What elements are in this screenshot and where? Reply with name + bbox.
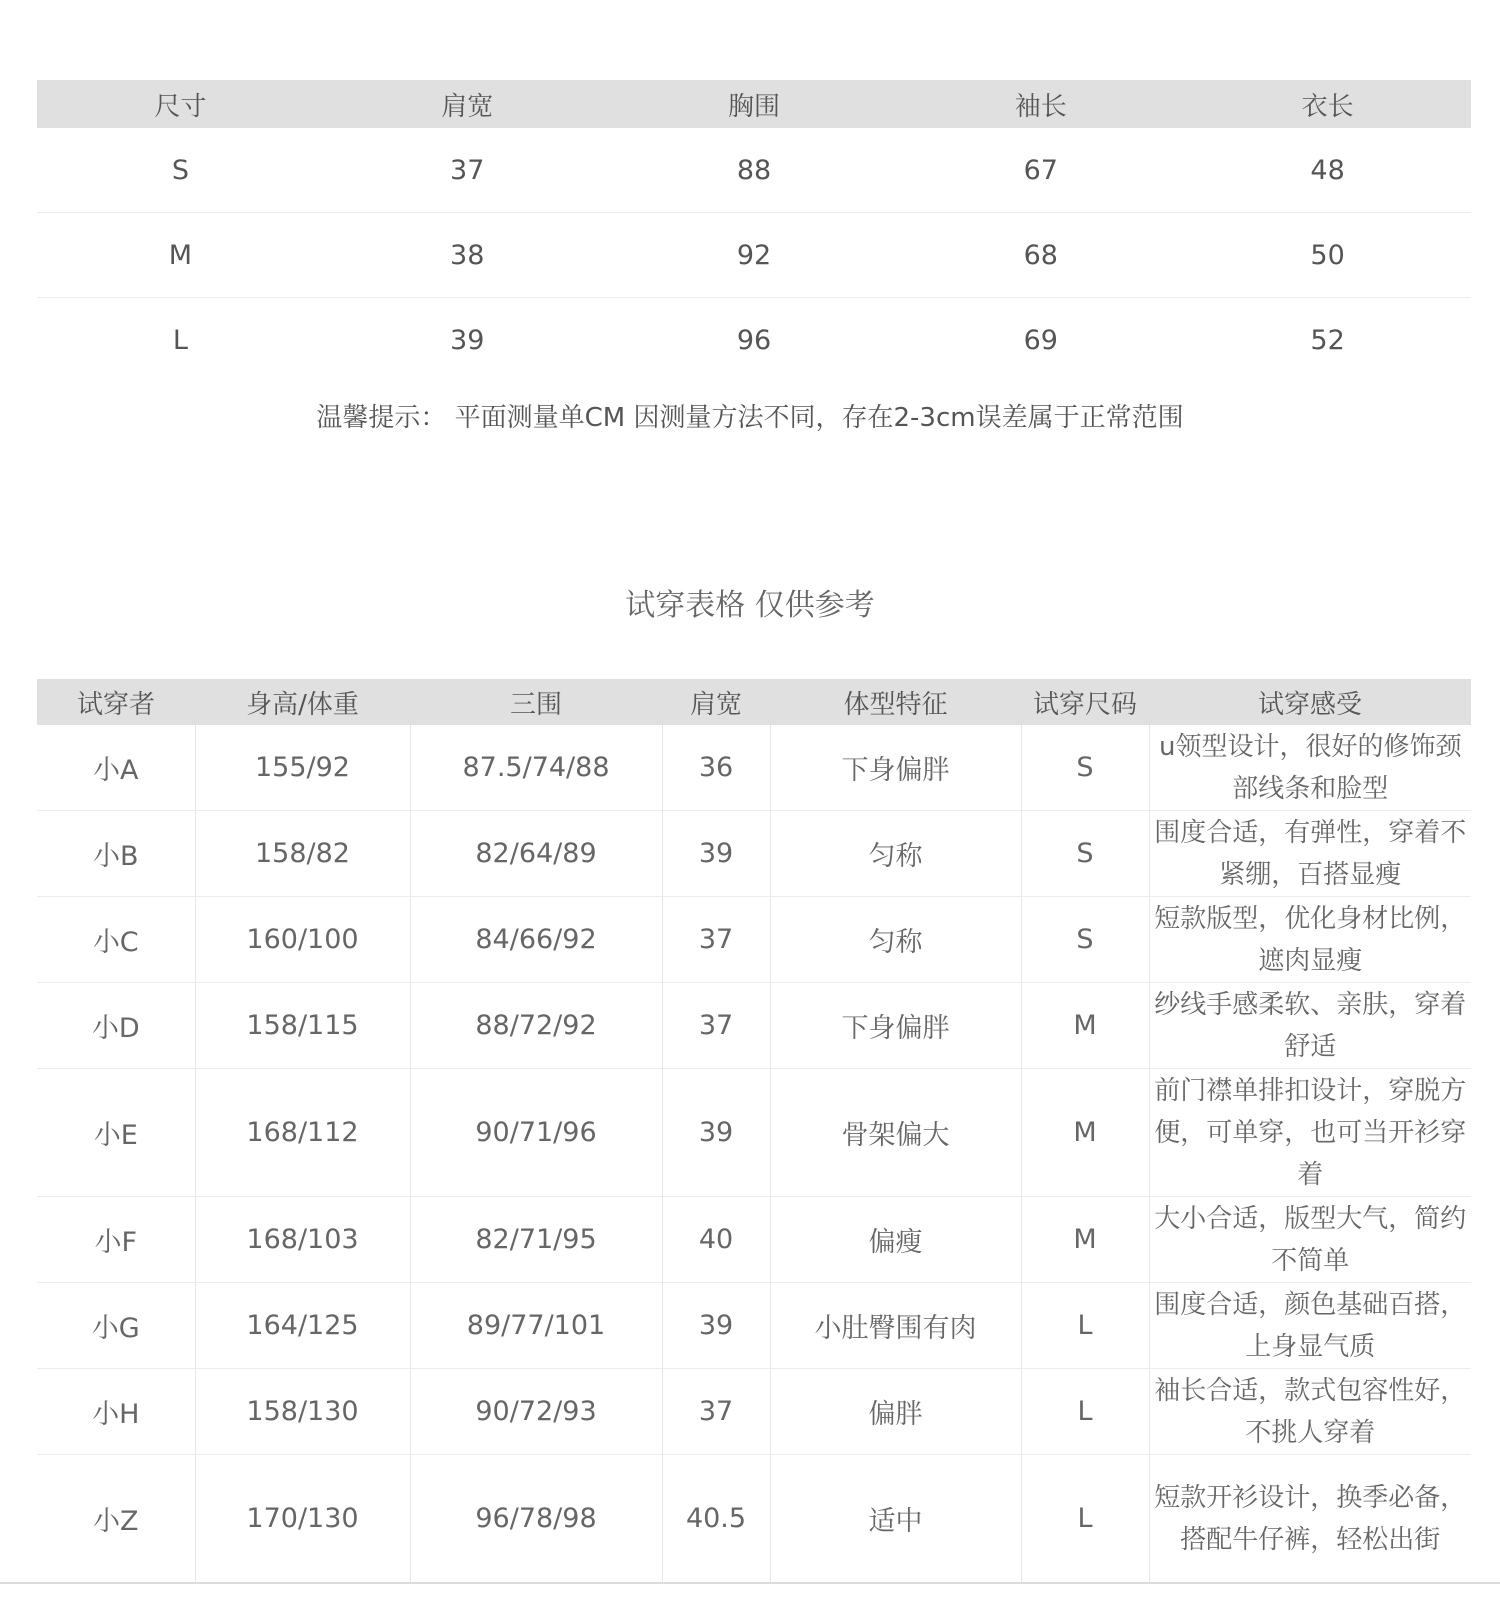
feedback-cell: 短款开衫设计，换季必备，搭配牛仔裤，轻松出街	[1149, 1455, 1471, 1583]
measurements-cell: 90/72/93	[410, 1369, 662, 1455]
table-row	[37, 983, 1471, 1069]
height-weight-cell: 158/82	[195, 811, 410, 897]
tryon-header-size: 试穿尺码	[1021, 679, 1149, 725]
height-weight-cell: 168/112	[195, 1069, 410, 1197]
tryon-header-measurements: 三围	[410, 679, 662, 725]
table-row	[37, 298, 1471, 383]
size-header-sleeve: 袖长	[897, 80, 1184, 128]
feedback-cell: 围度合适，有弹性，穿着不紧绷，百搭显瘦	[1149, 811, 1471, 897]
table-row	[37, 1369, 1471, 1455]
measurements-cell: 89/77/101	[410, 1283, 662, 1369]
shoulder-cell: 40	[662, 1197, 770, 1283]
measurements-cell: 82/71/95	[410, 1197, 662, 1283]
size-cell: M	[1021, 1197, 1149, 1283]
size-header-length: 衣长	[1184, 80, 1471, 128]
table-row	[37, 1283, 1471, 1369]
table-row	[37, 128, 1471, 213]
height-weight-cell: 155/92	[195, 725, 410, 811]
size-cell: L	[1021, 1455, 1149, 1583]
table-row	[37, 1197, 1471, 1283]
size-cell: L	[1021, 1283, 1149, 1369]
shoulder-cell: 37	[324, 128, 611, 213]
size-cell: M	[1021, 983, 1149, 1069]
body-type-cell: 匀称	[770, 897, 1021, 983]
size-cell: S	[37, 128, 324, 213]
table-row	[37, 811, 1471, 897]
size-chart-table	[37, 80, 1471, 382]
measurements-cell: 87.5/74/88	[410, 725, 662, 811]
chest-cell: 92	[611, 213, 898, 298]
size-cell: S	[1021, 897, 1149, 983]
feedback-cell: 前门襟单排扣设计，穿脱方便，可单穿，也可当开衫穿着	[1149, 1069, 1471, 1197]
tester-cell: 小D	[37, 983, 195, 1069]
tester-cell: 小G	[37, 1283, 195, 1369]
tryon-header-feedback: 试穿感受	[1149, 679, 1471, 725]
feedback-cell: 短款版型，优化身材比例，遮肉显瘦	[1149, 897, 1471, 983]
tester-cell: 小H	[37, 1369, 195, 1455]
table-row	[37, 1069, 1471, 1197]
sleeve-cell: 68	[897, 213, 1184, 298]
tryon-header-height-weight: 身高/体重	[195, 679, 410, 725]
body-type-cell: 偏胖	[770, 1369, 1021, 1455]
body-type-cell: 骨架偏大	[770, 1069, 1021, 1197]
table-row	[37, 1455, 1471, 1583]
tryon-title: 试穿表格 仅供参考	[625, 588, 875, 623]
chest-cell: 96	[736, 324, 772, 356]
shoulder-cell: 39	[450, 324, 485, 356]
measurements-cell: 90/71/96	[410, 1069, 662, 1197]
bottom-divider	[0, 1582, 1500, 1584]
tester-cell: 小B	[37, 811, 195, 897]
measurements-cell: 88/72/92	[410, 983, 662, 1069]
shoulder-cell: 39	[662, 1283, 770, 1369]
sleeve-cell: 69	[1023, 324, 1058, 356]
tryon-header-body-type: 体型特征	[770, 679, 1021, 725]
height-weight-cell: 158/115	[195, 983, 410, 1069]
size-header-size: 尺寸	[37, 80, 324, 128]
shoulder-cell: 40.5	[662, 1455, 770, 1583]
measurements-cell: 96/78/98	[410, 1455, 662, 1583]
tester-cell: 小Z	[37, 1455, 195, 1583]
shoulder-cell: 39	[662, 1069, 770, 1197]
shoulder-cell: 37	[662, 1369, 770, 1455]
length-cell: 48	[1184, 128, 1471, 213]
shoulder-cell: 39	[662, 811, 770, 897]
table-row	[37, 897, 1471, 983]
tester-cell: 小E	[37, 1069, 195, 1197]
tryon-table	[37, 679, 1471, 1583]
size-cell: S	[1021, 725, 1149, 811]
feedback-cell: 围度合适，颜色基础百搭，上身显气质	[1149, 1283, 1471, 1369]
chest-cell: 88	[611, 128, 898, 213]
body-type-cell: 小肚臀围有肉	[770, 1283, 1021, 1369]
size-cell: S	[1021, 811, 1149, 897]
shoulder-cell: 37	[662, 897, 770, 983]
feedback-cell: 纱线手感柔软、亲肤，穿着舒适	[1149, 983, 1471, 1069]
measurements-cell: 82/64/89	[410, 811, 662, 897]
height-weight-cell: 164/125	[195, 1283, 410, 1369]
feedback-cell: u领型设计，很好的修饰颈部线条和脸型	[1149, 725, 1471, 811]
size-cell: L	[172, 324, 188, 356]
size-cell: M	[37, 213, 324, 298]
shoulder-cell: 38	[324, 213, 611, 298]
tester-cell: 小F	[37, 1197, 195, 1283]
shoulder-cell: 37	[662, 983, 770, 1069]
length-cell: 52	[1310, 324, 1345, 356]
body-type-cell: 偏瘦	[770, 1197, 1021, 1283]
tryon-header-shoulder: 肩宽	[662, 679, 770, 725]
shoulder-cell: 36	[662, 725, 770, 811]
height-weight-cell: 168/103	[195, 1197, 410, 1283]
length-cell: 50	[1184, 213, 1471, 298]
table-row	[37, 725, 1471, 811]
tryon-header-tester: 试穿者	[37, 679, 195, 725]
size-header-chest: 胸围	[611, 80, 898, 128]
body-type-cell: 下身偏胖	[770, 725, 1021, 811]
tester-cell: 小A	[37, 725, 195, 811]
size-cell: L	[1021, 1369, 1149, 1455]
tryon-header-row	[37, 679, 1471, 725]
size-chart-header-row	[37, 80, 1471, 128]
feedback-cell: 袖长合适，款式包容性好，不挑人穿着	[1149, 1369, 1471, 1455]
height-weight-cell: 160/100	[195, 897, 410, 983]
size-cell: M	[1021, 1069, 1149, 1197]
size-note: 温馨提示： 平面测量单CM 因测量方法不同，存在2-3cm误差属于正常范围	[316, 403, 1184, 433]
size-header-shoulder: 肩宽	[324, 80, 611, 128]
body-type-cell: 下身偏胖	[770, 983, 1021, 1069]
sleeve-cell: 67	[897, 128, 1184, 213]
measurements-cell: 84/66/92	[410, 897, 662, 983]
table-row	[37, 213, 1471, 298]
height-weight-cell: 170/130	[195, 1455, 410, 1583]
body-type-cell: 匀称	[770, 811, 1021, 897]
body-type-cell: 适中	[770, 1455, 1021, 1583]
feedback-cell: 大小合适，版型大气，简约不简单	[1149, 1197, 1471, 1283]
height-weight-cell: 158/130	[195, 1369, 410, 1455]
tester-cell: 小C	[37, 897, 195, 983]
